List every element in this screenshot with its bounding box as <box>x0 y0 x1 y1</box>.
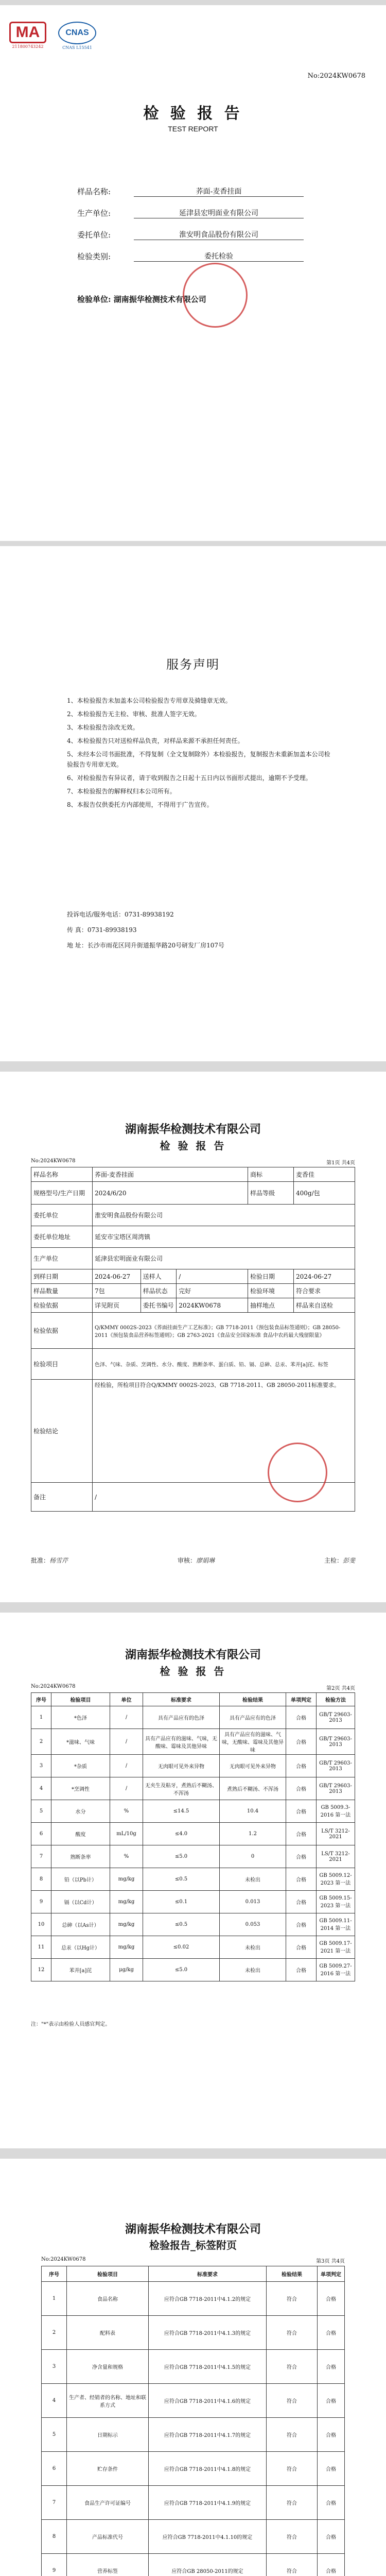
cell: 酸度 <box>51 1823 110 1845</box>
cell: 9 <box>31 1891 51 1913</box>
cell: mL/10g <box>110 1823 143 1845</box>
cell: 检验依据 <box>31 1298 93 1313</box>
cell: 生产单位 <box>31 1248 93 1269</box>
cell: 应符合GB 7718-2011中4.1.9的规定 <box>149 2486 267 2520</box>
cell: 检验日期 <box>248 1269 294 1284</box>
table-row <box>42 2520 345 2554</box>
table-row <box>31 1868 355 1891</box>
cell: 荞面-麦香挂面 <box>93 1167 248 1182</box>
statement-item: 8、本报告仅供委托方内部使用，不得用于广告宣传。 <box>67 801 213 808</box>
report-heading: 检 验 报 告 <box>160 1140 226 1152</box>
cell: 1.2 <box>220 1823 286 1845</box>
cell: 检验环境 <box>248 1284 294 1298</box>
table-row <box>31 1298 355 1313</box>
col-header: 单位 <box>110 1693 143 1706</box>
cell: 6 <box>31 1823 51 1845</box>
field-label: 样品名称: <box>77 187 111 196</box>
cell: 商标 <box>248 1167 294 1182</box>
cell: 铅（以Pb计） <box>51 1868 110 1891</box>
cell: 抽样地点 <box>248 1298 294 1313</box>
cell: / <box>110 1729 143 1755</box>
cell: 无肉眼可见外来异物 <box>220 1755 286 1777</box>
cell: 无夹生及粘牙，煮熟后不糊汤、不浑汤 <box>143 1777 220 1800</box>
cell: / <box>110 1706 143 1729</box>
table-row <box>31 1845 355 1868</box>
addr-value: 长沙市雨花区同升街道振华路20号研发厂房107号 <box>87 942 225 949</box>
table-row <box>31 1284 355 1298</box>
cell: 合格 <box>286 1706 317 1729</box>
cell: 总砷（以As计） <box>51 1913 110 1936</box>
cell: 1 <box>31 1706 51 1729</box>
company-header: 湖南振华检测技术有限公司 <box>125 1123 261 1136</box>
cell: ≤5.0 <box>143 1845 220 1868</box>
cell: / <box>110 1777 143 1800</box>
cell: 麦香佳 <box>294 1167 355 1182</box>
cell: 生产者、经销者的名称、地址和联系方式 <box>67 2384 149 2418</box>
cell: 应符合GB 7718-2011中4.1.3的规定 <box>149 2316 267 2350</box>
tel-label: 投诉电话/服务电话： <box>67 911 125 918</box>
cell: GB 5009.15-2023 第一法 <box>317 1891 355 1913</box>
cell: 应符合GB 7718-2011中4.1.7的规定 <box>149 2418 267 2452</box>
cell: μg/kg <box>110 1959 143 1981</box>
cell: 10.4 <box>220 1800 286 1823</box>
cell: 煮熟后不糊汤、不浑汤 <box>220 1777 286 1800</box>
report-page-3 <box>0 2159 386 2576</box>
cell: % <box>110 1800 143 1823</box>
sign-review <box>178 1556 215 1565</box>
table-row <box>42 2384 345 2418</box>
cell: 2024-06-27 <box>93 1269 141 1284</box>
table-row <box>31 1182 355 1205</box>
cell: 无肉眼可见外来异物 <box>143 1755 220 1777</box>
cell: 合格 <box>286 1891 317 1913</box>
cell: 4 <box>31 1777 51 1800</box>
cell: 合格 <box>286 1800 317 1823</box>
table-header <box>42 2266 345 2282</box>
col-header: 标准要求 <box>143 1693 220 1706</box>
cell: 合格 <box>318 2452 345 2486</box>
cell: % <box>110 1845 143 1868</box>
cell: GB 5009.12-2023 第一法 <box>317 1868 355 1891</box>
signatures <box>31 1556 355 1565</box>
results-footnote: 注："*"表示由检验人员感官判定。 <box>31 2022 111 2027</box>
report-heading: 检 验 报 告 <box>160 1665 226 1677</box>
cell: 应符合GB 7718-2011中4.1.2的规定 <box>149 2282 267 2316</box>
cell: 合格 <box>286 1755 317 1777</box>
cell: 符合 <box>267 2520 318 2554</box>
contact-fax <box>67 922 345 938</box>
cell: 合格 <box>286 1729 317 1755</box>
cell: 1 <box>42 2282 67 2316</box>
table-row <box>31 1959 355 1981</box>
table-row <box>42 2554 345 2576</box>
page-indicator: 第3页 共4页 <box>316 2259 345 2264</box>
cell: 应符合GB 28050-2011的规定 <box>149 2554 267 2576</box>
contact-block <box>67 907 345 953</box>
table-row <box>31 1226 355 1248</box>
cell: 符合 <box>267 2486 318 2520</box>
cell: mg/kg <box>110 1891 143 1913</box>
cell: 规格型号/生产日期 <box>31 1182 93 1205</box>
statement-item: 4、本检验报告只对送检样品负责，对样品来源不承担任何责任。 <box>67 737 244 744</box>
col-header: 检验方法 <box>317 1693 355 1706</box>
report-no: No:2024KW0678 <box>31 1158 76 1164</box>
cell: 合格 <box>318 2486 345 2520</box>
sign-approve <box>31 1556 68 1565</box>
cell: 5 <box>42 2418 67 2452</box>
cell: 合格 <box>318 2418 345 2452</box>
tel-value: 0731-89938192 <box>125 911 174 918</box>
cell: 检验依据 <box>31 1313 93 1349</box>
field-value: 荞面-麦香挂面 <box>134 186 304 197</box>
report-no: No:2024KW0678 <box>41 2257 86 2262</box>
table-row <box>42 2316 345 2350</box>
lab-label: 检验单位: <box>77 295 111 304</box>
cell: 具有产品应有的滋味、气味，无酸味、霉味及其他异味 <box>220 1729 286 1755</box>
col-header: 单项判定 <box>318 2266 345 2282</box>
cell: 色泽、气味、杂质、烹调性、水分、酸度、熟断条率、蛋白质、铅、镉、总砷、总汞、苯并[a]芘、标签 <box>93 1349 355 1380</box>
cell: 样品等级 <box>248 1182 294 1205</box>
report-stamp <box>268 1443 327 1502</box>
cell: ≤0.02 <box>143 1936 220 1959</box>
table-row <box>31 1205 355 1226</box>
col-header: 序号 <box>42 2266 67 2282</box>
cell: / <box>177 1269 248 1284</box>
cell: 到样日期 <box>31 1269 93 1284</box>
cell: 食品名称 <box>67 2282 149 2316</box>
table-row <box>31 1706 355 1729</box>
cell: 营养标签 <box>67 2554 149 2576</box>
table-row <box>31 1755 355 1777</box>
table-row <box>31 1800 355 1823</box>
table-row <box>31 1777 355 1800</box>
cell: 符合 <box>267 2554 318 2576</box>
cell: 委托单位地址 <box>31 1226 93 1248</box>
cell: GB 5009.27-2016 第一法 <box>317 1959 355 1981</box>
sign-main <box>324 1556 355 1565</box>
cell: 淮安明食品股份有限公司 <box>93 1205 355 1226</box>
cell: *色泽 <box>51 1706 110 1729</box>
table-row <box>31 1269 355 1284</box>
cell: 未检出 <box>220 1959 286 1981</box>
cell: 总汞（以Hg计） <box>51 1936 110 1959</box>
cell: 样品来自送检 <box>294 1298 355 1313</box>
field-test-type <box>77 240 304 262</box>
cell: GB 5009.3-2016 第一法 <box>317 1800 355 1823</box>
contact-tel <box>67 907 345 922</box>
cell: 合格 <box>318 2316 345 2350</box>
report-number: No:2024KW0678 <box>307 72 365 80</box>
cell: 符合 <box>267 2452 318 2486</box>
cell: 合格 <box>318 2554 345 2576</box>
cover-fields <box>77 175 304 262</box>
sign-label: 批准： <box>31 1557 50 1564</box>
cell: 合格 <box>318 2350 345 2384</box>
statement-item: 3、本检验报告涂改无效。 <box>67 724 139 731</box>
statement-item: 1、本检验报告未加盖本公司检验报告专用章及骑缝章无效。 <box>67 697 232 704</box>
company-header: 湖南振华检测技术有限公司 <box>125 2223 261 2236</box>
table-row <box>31 1936 355 1959</box>
cell: 详见附页 <box>93 1298 141 1313</box>
fax-label: 传 真： <box>67 926 87 934</box>
cell: 样品状态 <box>141 1284 177 1298</box>
cell: 3 <box>31 1755 51 1777</box>
cell: 净含量和规格 <box>67 2350 149 2384</box>
cell: 送样人 <box>141 1269 177 1284</box>
cell: 2024KW0678 <box>177 1298 248 1313</box>
cell: GB/T 29603-2013 <box>317 1777 355 1800</box>
cell: LS/T 3212-2021 <box>317 1845 355 1868</box>
cnas-code: CNAS L15541 <box>62 45 92 50</box>
cell: mg/kg <box>110 1936 143 1959</box>
cell: 检验项目 <box>31 1349 93 1380</box>
field-client <box>77 218 304 240</box>
statement-item: 5、未经本公司书面批准，不得复制（全文复制除外）本检验报告，复制报告未重新加盖本公司检验报告专用章无效。 <box>67 751 330 768</box>
statement-list <box>67 696 335 813</box>
cell: 合格 <box>318 2384 345 2418</box>
cell: 配料表 <box>67 2316 149 2350</box>
signature: 杨雪芹 <box>49 1557 68 1564</box>
cell: 镉（以Cd计） <box>51 1891 110 1913</box>
cell: 符合 <box>267 2384 318 2418</box>
cell: 合格 <box>286 1959 317 1981</box>
cell: 熟断条率 <box>51 1845 110 1868</box>
table-row <box>31 1913 355 1936</box>
cell: 未检出 <box>220 1936 286 1959</box>
cell: mg/kg <box>110 1868 143 1891</box>
cover-page <box>0 5 386 541</box>
cell: 完好 <box>177 1284 248 1298</box>
cell: 符合 <box>267 2418 318 2452</box>
cell: ≤0.1 <box>143 1891 220 1913</box>
cell: 0.013 <box>220 1891 286 1913</box>
sign-label: 审核： <box>177 1557 196 1564</box>
cell: 2024/6/20 <box>93 1182 248 1205</box>
cell: 3 <box>42 2350 67 2384</box>
cell: 0.053 <box>220 1913 286 1936</box>
cell: 备注 <box>31 1483 93 1512</box>
table-row <box>42 2350 345 2384</box>
field-value: 委托检验 <box>134 251 304 262</box>
table-row <box>42 2486 345 2520</box>
cell: 7包 <box>93 1284 141 1298</box>
cell: 8 <box>42 2520 67 2554</box>
cell: LS/T 3212-2021 <box>317 1823 355 1845</box>
statement-title: 服务声明 <box>166 657 220 672</box>
cell: 5 <box>31 1800 51 1823</box>
cell: 应符合GB 7718-2011中4.1.5的规定 <box>149 2350 267 2384</box>
cell: 符合 <box>267 2350 318 2384</box>
report-no: No:2024KW0678 <box>31 1684 76 1689</box>
cell: 合格 <box>286 1913 317 1936</box>
cover-stamp <box>183 263 248 328</box>
col-header: 检验项目 <box>51 1693 110 1706</box>
cell: 2 <box>42 2316 67 2350</box>
cnas-mark: CNAS <box>58 22 96 44</box>
statement-item: 7、本检验报告的解释权归本公司所有。 <box>67 788 176 795</box>
cell: 8 <box>31 1868 51 1891</box>
cell: 产品标准代号 <box>67 2520 149 2554</box>
report-page-1 <box>0 1072 386 1602</box>
cell: 0 <box>220 1845 286 1868</box>
table-row <box>31 1248 355 1269</box>
col-header: 检验项目 <box>67 2266 149 2282</box>
cell: 样品名称 <box>31 1167 93 1182</box>
cell: 水分 <box>51 1800 110 1823</box>
cell: ≤5.0 <box>143 1959 220 1981</box>
statement-page <box>0 546 386 1061</box>
table-row <box>42 2452 345 2486</box>
cell: ≤0.5 <box>143 1913 220 1936</box>
report-heading: 检验报告_标签附页 <box>149 2239 237 2251</box>
cell: 2 <box>31 1729 51 1755</box>
sign-label: 主检： <box>324 1557 343 1564</box>
statement-item: 6、对检验报告有异议者，请于收到报告之日起十五日内以书面形式提出，逾期不予受理。 <box>67 774 312 782</box>
statement-item: 2、本检验报告无主检、审核、批准人签字无效。 <box>67 710 201 718</box>
report-subtitle: TEST REPORT <box>168 125 218 133</box>
cell: GB/T 29603-2013 <box>317 1706 355 1729</box>
cell: 具有产品应有的色泽 <box>143 1706 220 1729</box>
cma-logo <box>9 22 46 49</box>
cell: / <box>110 1755 143 1777</box>
cell: 应符合GB 7718-2011中4.1.6的规定 <box>149 2384 267 2418</box>
cell: 4 <box>42 2384 67 2418</box>
cell: 样品数量 <box>31 1284 93 1298</box>
cell: 日期标示 <box>67 2418 149 2452</box>
cell: ≤14.5 <box>143 1800 220 1823</box>
cell: 合格 <box>318 2282 345 2316</box>
contact-address <box>67 938 345 953</box>
cell: 符合要求 <box>294 1284 355 1298</box>
cell: ≤4.0 <box>143 1823 220 1845</box>
cell: GB/T 29603-2013 <box>317 1729 355 1755</box>
col-header: 序号 <box>31 1693 51 1706</box>
cell: *滋味、气味 <box>51 1729 110 1755</box>
col-header: 单项判定 <box>286 1693 317 1706</box>
table-row <box>31 1349 355 1380</box>
cell: 7 <box>42 2486 67 2520</box>
table-row <box>31 1313 355 1349</box>
cell: *杂质 <box>51 1755 110 1777</box>
field-label: 生产单位: <box>77 209 111 218</box>
cell: GB/T 29603-2013 <box>317 1755 355 1777</box>
cell: 贮存条件 <box>67 2452 149 2486</box>
col-header: 标准要求 <box>149 2266 267 2282</box>
cell: 合格 <box>318 2520 345 2554</box>
cell: 合格 <box>286 1868 317 1891</box>
cell: 延安市宝塔区周湾镇 <box>93 1226 355 1248</box>
table-row <box>31 1891 355 1913</box>
cell: / <box>93 1483 355 1512</box>
fax-value: 0731-89938193 <box>87 926 137 934</box>
cell: GB 5009.17-2021 第一法 <box>317 1936 355 1959</box>
cell: 检验结论 <box>31 1380 93 1483</box>
table-row <box>31 1823 355 1845</box>
cell: 符合 <box>267 2282 318 2316</box>
table-row <box>31 1729 355 1755</box>
cell: 11 <box>31 1936 51 1959</box>
cell: 12 <box>31 1959 51 1981</box>
page-indicator: 第2页 共4页 <box>326 1686 355 1691</box>
cell: 未检出 <box>220 1868 286 1891</box>
cell: ≤0.5 <box>143 1868 220 1891</box>
cell: 经检验，所检项目符合Q/KMMY 0002S-2023、GB 7718-2011、GB 28050-2011标准要求。 <box>93 1380 355 1483</box>
cma-mark: MA <box>9 22 46 43</box>
cell: 7 <box>31 1845 51 1868</box>
cell: mg/kg <box>110 1913 143 1936</box>
lab-name: 湖南振华检测技术有限公司 <box>113 295 206 304</box>
col-header: 检验结果 <box>220 1693 286 1706</box>
cell: 应符合GB 7718-2011中4.1.8的规定 <box>149 2452 267 2486</box>
cell: 10 <box>31 1913 51 1936</box>
page-indicator: 第1页 共4页 <box>326 1160 355 1166</box>
cell: 9 <box>42 2554 67 2576</box>
cma-code: 211800743242 <box>12 44 44 49</box>
cell: 应符合GB 7718-2011中4.1.10的规定 <box>149 2520 267 2554</box>
cell: 2024-06-27 <box>294 1269 355 1284</box>
cell: GB 5009.11-2014 第一法 <box>317 1913 355 1936</box>
cell: 6 <box>42 2452 67 2486</box>
cell: *烹调性 <box>51 1777 110 1800</box>
cell: 具有产品应有的色泽 <box>220 1706 286 1729</box>
table-row <box>31 1167 355 1182</box>
cell: 延津县宏明面业有限公司 <box>93 1248 355 1269</box>
table-row <box>42 2282 345 2316</box>
cell: 苯并[a]芘 <box>51 1959 110 1981</box>
cell: 委托书编号 <box>141 1298 177 1313</box>
cell: 400g/包 <box>294 1182 355 1205</box>
field-value: 延津县宏明面业有限公司 <box>134 208 304 218</box>
company-header: 湖南振华检测技术有限公司 <box>125 1648 261 1662</box>
cell: 食品生产许可证编号 <box>67 2486 149 2520</box>
signature: 廖娟琳 <box>196 1557 215 1564</box>
field-sample-name <box>77 175 304 197</box>
cell: 合格 <box>286 1777 317 1800</box>
field-label: 检验类别: <box>77 252 111 261</box>
field-producer <box>77 197 304 218</box>
signature: 彭斐 <box>342 1557 355 1564</box>
cell: 委托单位 <box>31 1205 93 1226</box>
cell: 合格 <box>286 1823 317 1845</box>
report-title: 检 验 报 告 <box>143 105 243 123</box>
field-value: 淮安明食品股份有限公司 <box>134 229 304 240</box>
report-page-2 <box>0 1613 386 2148</box>
results-table <box>31 1692 355 1981</box>
table-header <box>31 1693 355 1706</box>
col-header: 检验结果 <box>267 2266 318 2282</box>
cell: 符合 <box>267 2316 318 2350</box>
label-table <box>41 2266 345 2576</box>
cell: 具有产品应有的滋味、气味，无酸味、霉味及其他异味 <box>143 1729 220 1755</box>
cell: 合格 <box>286 1936 317 1959</box>
cnas-logo <box>57 22 98 50</box>
table-row <box>42 2418 345 2452</box>
addr-label: 地 址： <box>67 942 87 949</box>
cell: 合格 <box>286 1845 317 1868</box>
field-label: 委托单位: <box>77 230 111 240</box>
cell: Q/KMMY 0002S-2023《荞面挂面生产工艺标准》；GB 7718-2011《预包装食品标签通则》；GB 28050-2011《预包装食品营养标签通则》；GB 2763-2021《食品安全国家标准 食品中农药最大残留限量》 <box>93 1313 355 1349</box>
